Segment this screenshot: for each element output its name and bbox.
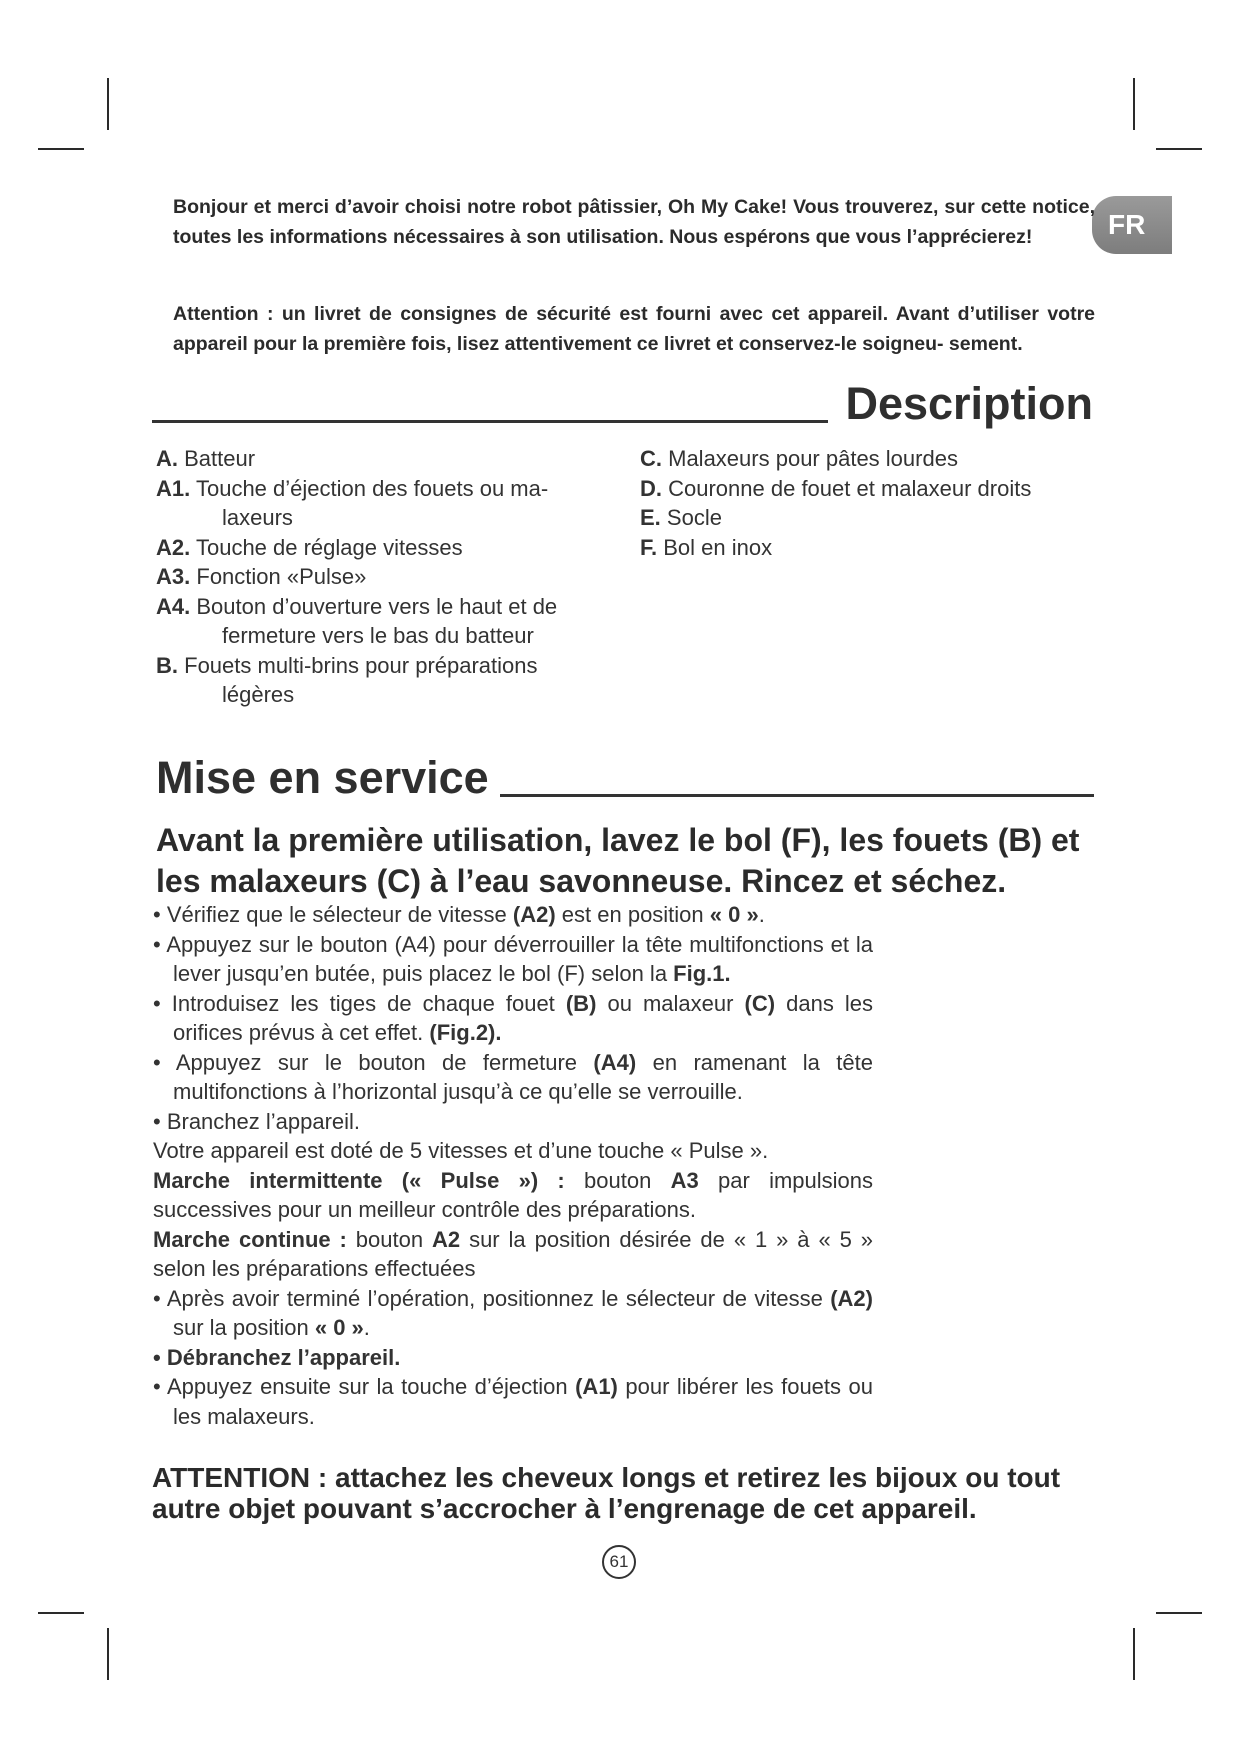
description-list-right xyxy=(640,444,1100,562)
crop-mark xyxy=(38,1612,84,1614)
heading-rule xyxy=(152,420,828,423)
mise-en-service-heading: Mise en service xyxy=(156,752,489,803)
list-item: • Appuyez sur le bouton de fermeture (A4) en ramenant la tête multifonctions à l’horizontal jusqu’à ce qu’elle se verrouille. xyxy=(153,1049,873,1104)
language-tab: FR xyxy=(1092,196,1172,254)
crop-mark xyxy=(107,1628,109,1680)
list-item: • Introduisez les tiges de chaque fouet (B) ou malaxeur (C) dans les orifices prévus à cet effet. (Fig.2). xyxy=(153,990,873,1045)
list-item: A4. Bouton d’ouverture vers le haut et de fermeture vers le bas du batteur xyxy=(156,593,558,648)
intermittent-text: Marche intermittente (« Pulse ») : bouton A3 par impulsions successives pour un meilleur contrôle des préparations. xyxy=(153,1167,874,1222)
description-list-left xyxy=(156,444,616,710)
list-item: A2. Touche de réglage vitesses xyxy=(156,534,463,560)
list-item: • Après avoir terminé l’opération, positionnez le sélecteur de vitesse (A2) sur la position « 0 ». xyxy=(153,1285,873,1340)
crop-mark xyxy=(1156,148,1202,150)
page-number: 61 xyxy=(602,1545,636,1579)
list-item: • Appuyez sur le bouton (A4) pour déverrouiller la tête multifonctions et la lever jusqu’en butée, puis placez le bol (F) selon la Fig.1. xyxy=(153,931,873,986)
crop-mark xyxy=(107,78,109,130)
first-use-subheading: Avant la première utilisation, lavez le bol (F), les fouets (B) et les malaxeurs (C) à l’eau savonneuse. Rincez et séchez. xyxy=(156,822,1080,899)
list-item: • Branchez l’appareil. xyxy=(153,1108,361,1134)
list-item: A3. Fonction «Pulse» xyxy=(156,564,367,589)
intro-greeting: Bonjour et merci d’avoir choisi notre robot pâtissier, Oh My Cake! Vous trouverez, sur cette notice, toutes les informations nécessaires à son utilisation. Nous espérons que vous l’apprécierez! xyxy=(173,196,1095,248)
speeds-text: Votre appareil est doté de 5 vitesses et d’une touche « Pulse ». xyxy=(153,1138,769,1163)
list-item: A1. Touche d’éjection des fouets ou ma- laxeurs xyxy=(156,475,549,530)
intro-attention: Attention : un livret de consignes de sécurité est fourni avec cet appareil. Avant d’utiliser votre appareil pour la première fois, lisez attentivement ce livret et conservez-le soigneu- sement. xyxy=(173,303,1095,355)
continuous-text: Marche continue : bouton A2 sur la position désirée de « 1 » à « 5 » selon les préparations effectuées xyxy=(153,1226,874,1281)
list-item: • Appuyez ensuite sur la touche d’éjection (A1) pour libérer les fouets ou les malaxeurs. xyxy=(153,1374,873,1429)
list-item: • Débranchez l’appareil. xyxy=(153,1344,401,1370)
crop-mark xyxy=(1133,1628,1135,1680)
description-heading: Description xyxy=(845,378,1093,429)
list-item: C. Malaxeurs pour pâtes lourdes xyxy=(640,446,958,471)
crop-mark xyxy=(1156,1612,1202,1614)
crop-mark xyxy=(1133,78,1135,130)
list-item: D. Couronne de fouet et malaxeur droits xyxy=(640,475,1032,501)
list-item: F. Bol en inox xyxy=(640,534,773,560)
list-item: • Vérifiez que le sélecteur de vitesse (A2) est en position « 0 ». xyxy=(153,902,765,927)
attention-warning: ATTENTION : attachez les cheveux longs et retirez les bijoux ou tout autre objet pouvant s’accrocher à l’engrenage de cet appareil. xyxy=(152,1462,1061,1524)
instructions xyxy=(153,900,873,1431)
crop-mark xyxy=(38,148,84,150)
list-item: B. Fouets multi-brins pour préparations légères xyxy=(156,652,538,707)
list-item: E. Socle xyxy=(640,505,722,530)
heading-rule xyxy=(500,794,1094,797)
list-item: A. Batteur xyxy=(156,446,256,471)
